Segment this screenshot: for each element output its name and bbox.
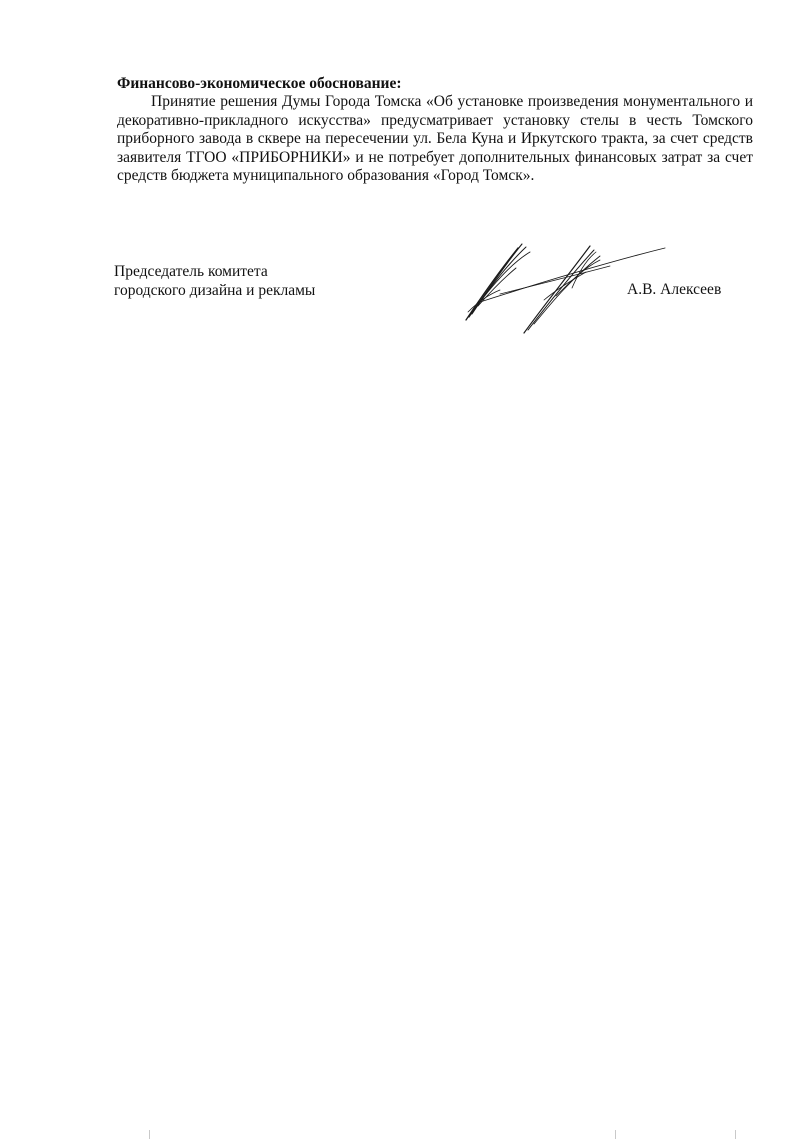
- justification-paragraph: Принятие решения Думы Города Томска «Об установке произведения монументального и декоративно-прикладного искусства» предусматривает установку стелы в честь Томского приборного завода в сквере на пересечении ул. Бела Куна и Иркутского тракта, за счет средств заявителя ТГОО «ПРИБОРНИКИ» и не потребует дополнительных финансовых затрат за счет средств бюджета муниципального образования «Город Томск».: [117, 93, 753, 185]
- scan-mark: [615, 1130, 616, 1139]
- position-line-2: городского дизайна и рекламы: [114, 281, 316, 299]
- signatory-position: [114, 263, 315, 300]
- position-line-1: Председатель комитета: [114, 263, 268, 280]
- signatory-name: А.В. Алексеев: [627, 281, 722, 298]
- section-heading: Финансово-экономическое обоснование:: [117, 75, 402, 92]
- scan-mark: [149, 1130, 150, 1139]
- scan-mark: [735, 1130, 736, 1139]
